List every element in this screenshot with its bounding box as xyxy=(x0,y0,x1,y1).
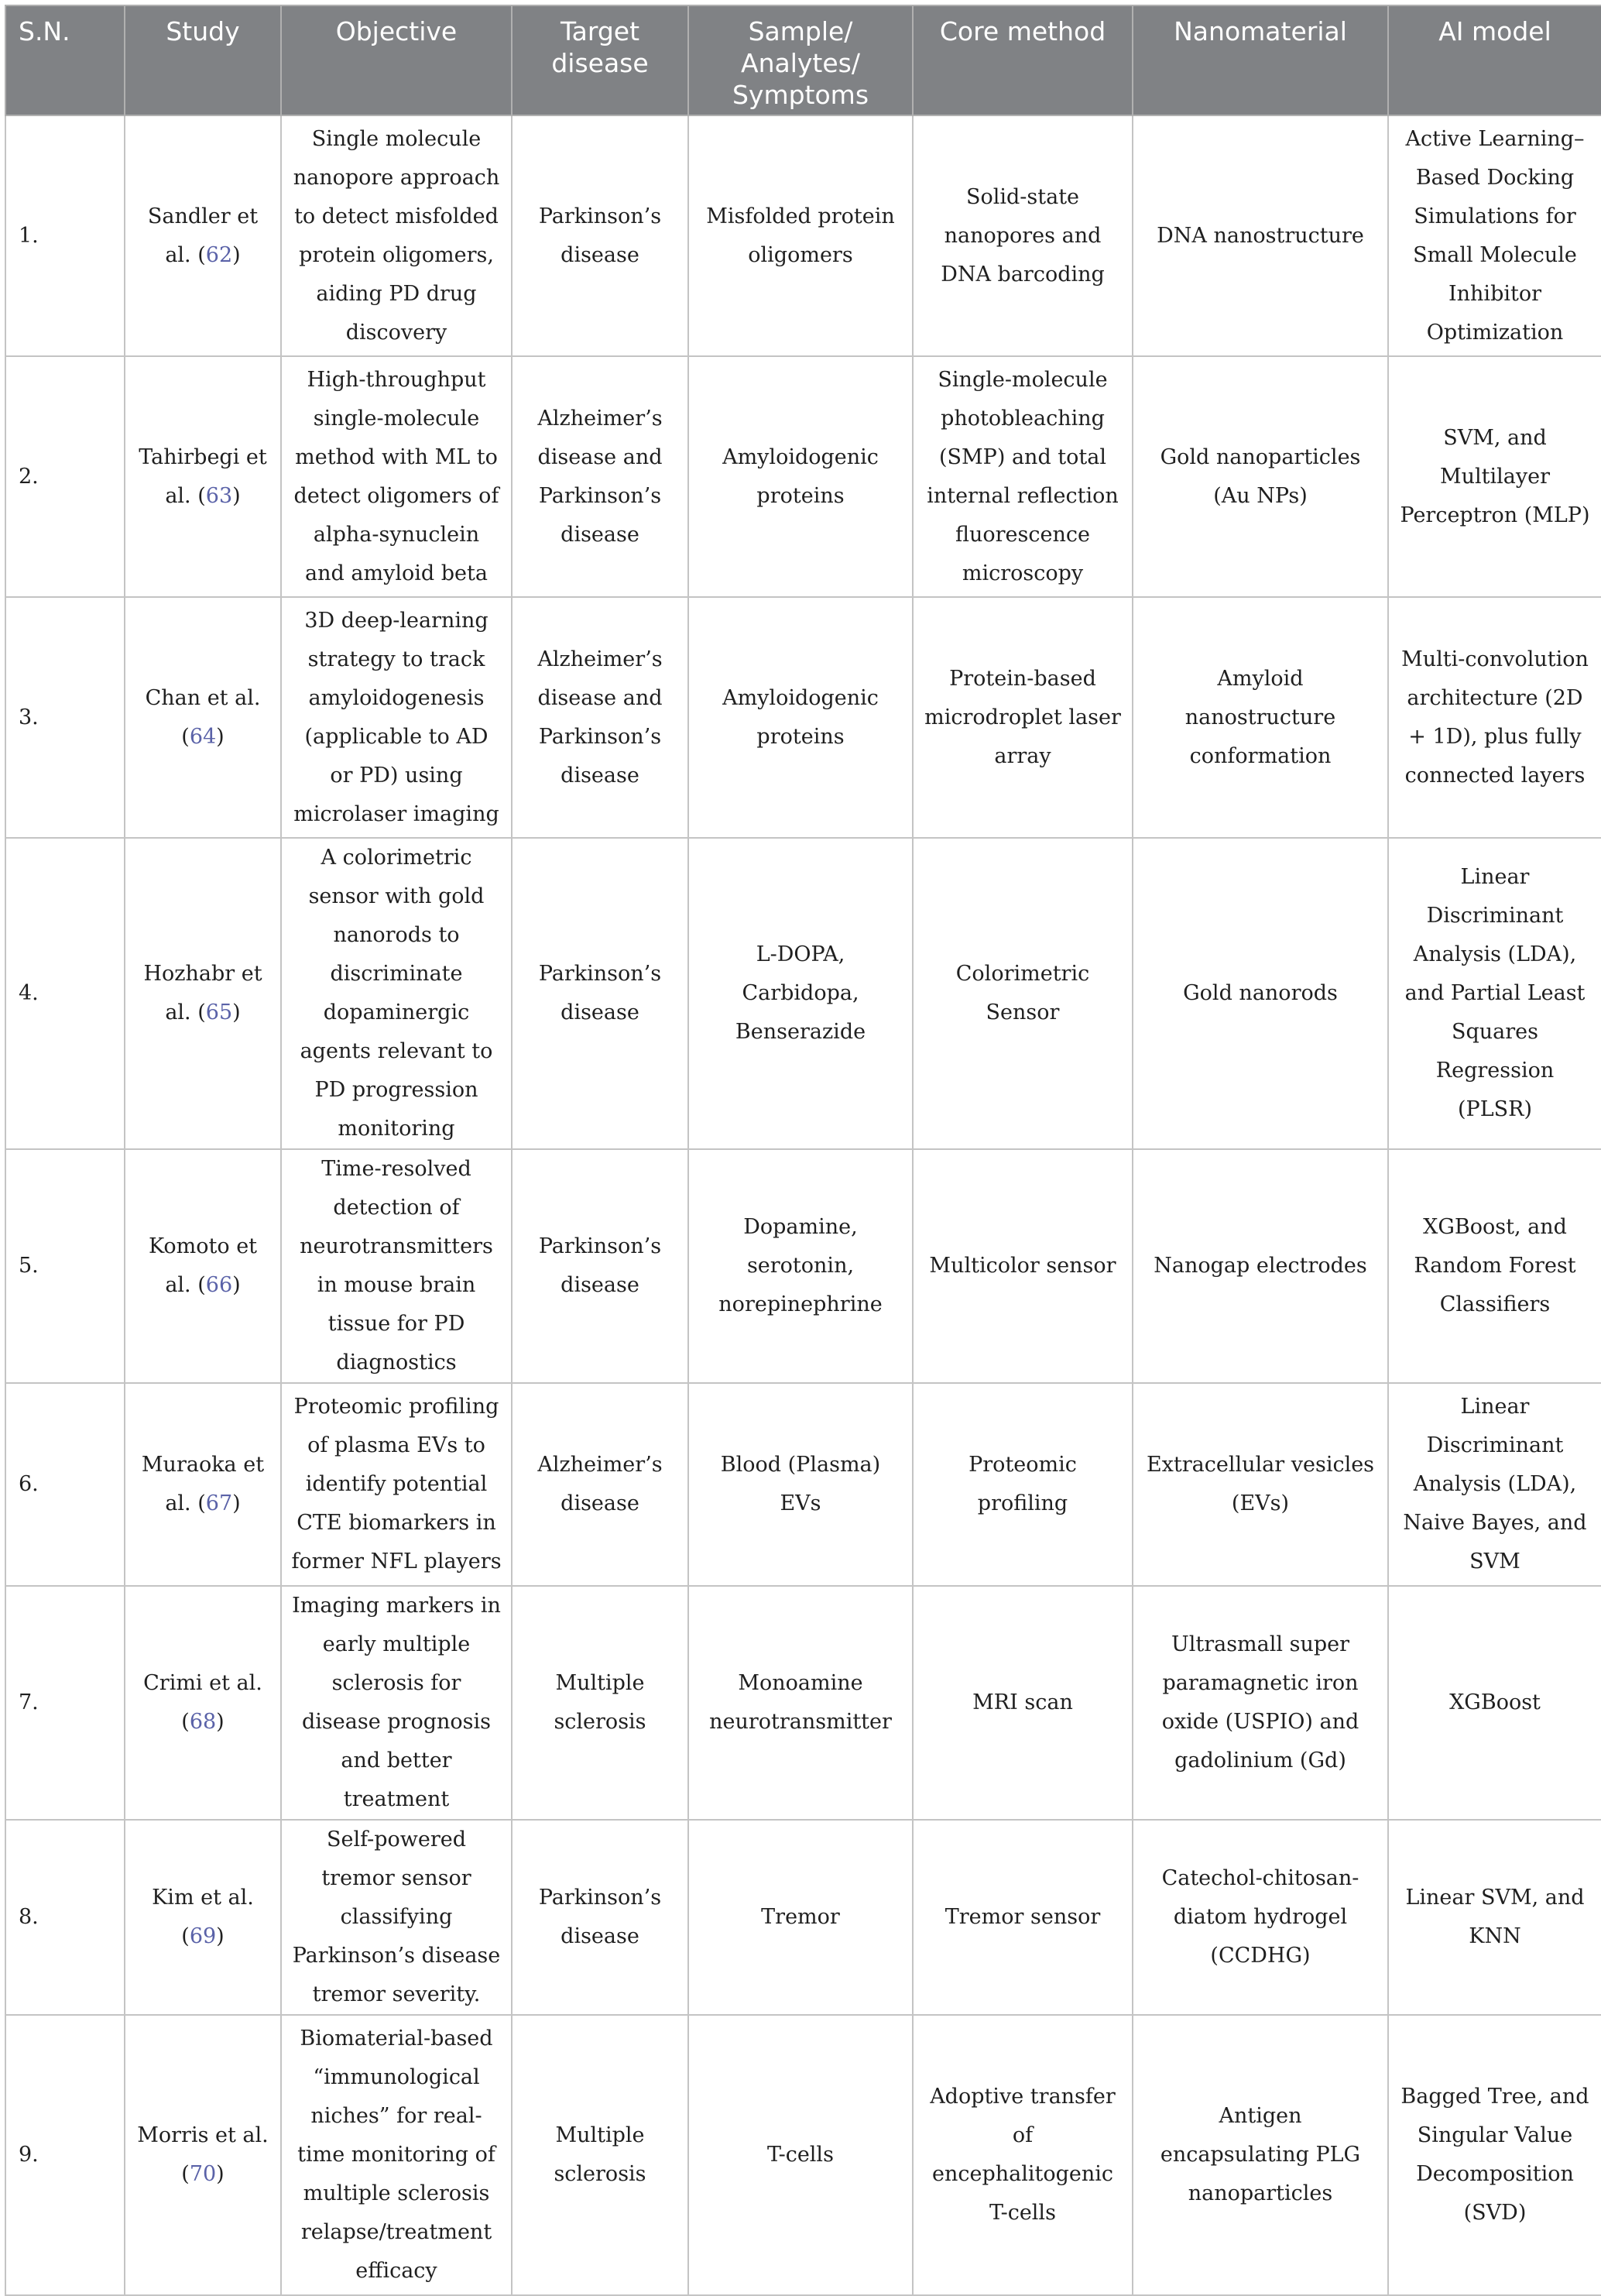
cell-study xyxy=(125,2015,281,2295)
cell-objective: Biomaterial-based “immunological niches” for real-time monitoring of multiple sclerosis relapse/treatment efficacy xyxy=(281,2015,512,2295)
cell-ai-model: XGBoost, and Random Forest Classifiers xyxy=(1388,1149,1601,1383)
study-suffix: ) xyxy=(216,2162,225,2186)
cell-method: Multicolor sensor xyxy=(913,1149,1133,1383)
reference-link[interactable]: 63 xyxy=(205,483,233,508)
cell-ai-model: Active Learning–Based Docking Simulations for Small Molecule Inhibitor Optimization xyxy=(1388,115,1601,356)
cell-sample: Amyloidogenic proteins xyxy=(688,597,913,838)
cell-sn: 2. xyxy=(5,356,125,597)
header-sample: Sample/ Analytes/ Symptoms xyxy=(688,5,913,115)
cell-sn: 5. xyxy=(5,1149,125,1383)
cell-ai-model: Linear Discriminant Analysis (LDA), and Partial Least Squares Regression (PLSR) xyxy=(1388,838,1601,1149)
cell-ai-model: Linear Discriminant Analysis (LDA), Naive Bayes, and SVM xyxy=(1388,1383,1601,1586)
study-name: Sandler et al. ( xyxy=(147,204,259,267)
study-name: Crimi et al. ( xyxy=(143,1671,262,1734)
cell-study xyxy=(125,1820,281,2015)
cell-study xyxy=(125,115,281,356)
cell-study xyxy=(125,1383,281,1586)
cell-objective: Time-resolved detection of neurotransmitters in mouse brain tissue for PD diagnostics xyxy=(281,1149,512,1383)
study-name: Chan et al. ( xyxy=(145,685,261,749)
reference-link[interactable]: 64 xyxy=(189,724,217,749)
reference-link[interactable]: 66 xyxy=(205,1273,233,1297)
cell-nanomaterial: Gold nanorods xyxy=(1133,838,1388,1149)
cell-method: Adoptive transfer of encephalitogenic T-cells xyxy=(913,2015,1133,2295)
study-name: Tahirbegi et al. ( xyxy=(139,444,267,508)
cell-sn: 4. xyxy=(5,838,125,1149)
cell-method: Solid-state nanopores and DNA barcoding xyxy=(913,115,1133,356)
study-suffix: ) xyxy=(232,1491,241,1515)
table-row xyxy=(5,115,1601,356)
cell-method: Proteomic profiling xyxy=(913,1383,1133,1586)
cell-disease: Multiple sclerosis xyxy=(512,2015,688,2295)
cell-ai-model: Multi-convolution architecture (2D + 1D), plus fully connected layers xyxy=(1388,597,1601,838)
reference-link[interactable]: 62 xyxy=(205,242,233,267)
cell-disease: Multiple sclerosis xyxy=(512,1586,688,1820)
cell-sample: L-DOPA, Carbidopa, Benserazide xyxy=(688,838,913,1149)
study-suffix: ) xyxy=(216,1710,225,1734)
header-core-method: Core method xyxy=(913,5,1133,115)
reference-link[interactable]: 67 xyxy=(205,1491,233,1515)
cell-sample: Tremor xyxy=(688,1820,913,2015)
reference-link[interactable]: 70 xyxy=(189,2162,217,2186)
cell-study xyxy=(125,838,281,1149)
table-row xyxy=(5,1383,1601,1586)
study-suffix: ) xyxy=(232,1273,241,1297)
cell-sample: Misfolded protein oligomers xyxy=(688,115,913,356)
cell-disease: Alzheimer’s disease and Parkinson’s disease xyxy=(512,597,688,838)
study-name: Komoto et al. ( xyxy=(148,1234,258,1297)
cell-study xyxy=(125,356,281,597)
cell-nanomaterial: Nanogap electrodes xyxy=(1133,1149,1388,1383)
study-suffix: ) xyxy=(216,1924,225,1948)
cell-nanomaterial: Gold nanoparticles (Au NPs) xyxy=(1133,356,1388,597)
header-target-disease: Target disease xyxy=(512,5,688,115)
header-sn: S.N. xyxy=(5,5,125,115)
cell-study xyxy=(125,597,281,838)
cell-method: Colorimetric Sensor xyxy=(913,838,1133,1149)
cell-ai-model: Linear SVM, and KNN xyxy=(1388,1820,1601,2015)
header-row xyxy=(5,5,1601,115)
cell-objective: Single molecule nanopore approach to detect misfolded protein oligomers, aiding PD drug discovery xyxy=(281,115,512,356)
study-name: Hozhabr et al. ( xyxy=(143,962,262,1024)
cell-sample: Dopamine, serotonin, norepinephrine xyxy=(688,1149,913,1383)
cell-disease: Parkinson’s disease xyxy=(512,1820,688,2015)
cell-sample: Blood (Plasma) EVs xyxy=(688,1383,913,1586)
cell-study xyxy=(125,1586,281,1820)
cell-method: Protein-based microdroplet laser array xyxy=(913,597,1133,838)
cell-method: Tremor sensor xyxy=(913,1820,1133,2015)
cell-ai-model: Bagged Tree, and Singular Value Decomposition (SVD) xyxy=(1388,2015,1601,2295)
table-row xyxy=(5,1149,1601,1383)
study-name: Muraoka et al. ( xyxy=(141,1453,265,1515)
cell-objective: 3D deep-learning strategy to track amyloidogenesis (applicable to AD or PD) using microlaser imaging xyxy=(281,597,512,838)
study-name: Morris et al. ( xyxy=(137,2123,269,2186)
table-row xyxy=(5,597,1601,838)
reference-link[interactable]: 69 xyxy=(189,1924,217,1948)
cell-nanomaterial: Antigen encapsulating PLG nanoparticles xyxy=(1133,2015,1388,2295)
cell-objective: Imaging markers in early multiple sclerosis for disease prognosis and better treatment xyxy=(281,1586,512,1820)
cell-nanomaterial: Catechol-chitosan-diatom hydrogel (CCDHG) xyxy=(1133,1820,1388,2015)
reference-link[interactable]: 65 xyxy=(205,1000,233,1024)
studies-table xyxy=(5,5,1601,2296)
table-row xyxy=(5,356,1601,597)
cell-objective: A colorimetric sensor with gold nanorods to discriminate dopaminergic agents relevant to PD progression monitoring xyxy=(281,838,512,1149)
study-suffix: ) xyxy=(232,1000,241,1024)
cell-ai-model: XGBoost xyxy=(1388,1586,1601,1820)
cell-method: MRI scan xyxy=(913,1586,1133,1820)
cell-objective: Self-powered tremor sensor classifying Parkinson’s disease tremor severity. xyxy=(281,1820,512,2015)
cell-nanomaterial: Amyloid nanostructure conformation xyxy=(1133,597,1388,838)
study-suffix: ) xyxy=(232,242,241,267)
cell-ai-model: SVM, and Multilayer Perceptron (MLP) xyxy=(1388,356,1601,597)
table-row xyxy=(5,838,1601,1149)
cell-objective: Proteomic profiling of plasma EVs to identify potential CTE biomarkers in former NFL players xyxy=(281,1383,512,1586)
cell-disease: Parkinson’s disease xyxy=(512,115,688,356)
cell-disease: Alzheimer’s disease and Parkinson’s disease xyxy=(512,356,688,597)
header-objective: Objective xyxy=(281,5,512,115)
cell-objective: High-throughput single-molecule method with ML to detect oligomers of alpha-synuclein and amyloid beta xyxy=(281,356,512,597)
reference-link[interactable]: 68 xyxy=(189,1710,217,1734)
cell-nanomaterial: Ultrasmall super paramagnetic iron oxide (USPIO) and gadolinium (Gd) xyxy=(1133,1586,1388,1820)
cell-sample: Amyloidogenic proteins xyxy=(688,356,913,597)
table-row xyxy=(5,1586,1601,1820)
cell-disease: Alzheimer’s disease xyxy=(512,1383,688,1586)
cell-sn: 9. xyxy=(5,2015,125,2295)
cell-disease: Parkinson’s disease xyxy=(512,838,688,1149)
cell-nanomaterial: Extracellular vesicles (EVs) xyxy=(1133,1383,1388,1586)
header-study: Study xyxy=(125,5,281,115)
cell-sample: T-cells xyxy=(688,2015,913,2295)
header-ai-model: AI model xyxy=(1388,5,1601,115)
cell-sn: 1. xyxy=(5,115,125,356)
cell-sn: 6. xyxy=(5,1383,125,1586)
cell-sn: 8. xyxy=(5,1820,125,2015)
study-suffix: ) xyxy=(216,724,225,749)
header-nanomaterial: Nanomaterial xyxy=(1133,5,1388,115)
cell-nanomaterial: DNA nanostructure xyxy=(1133,115,1388,356)
cell-study xyxy=(125,1149,281,1383)
cell-disease: Parkinson’s disease xyxy=(512,1149,688,1383)
study-suffix: ) xyxy=(232,483,241,508)
table-row xyxy=(5,1820,1601,2015)
table-row xyxy=(5,2015,1601,2295)
cell-sample: Monoamine neurotransmitter xyxy=(688,1586,913,1820)
cell-sn: 7. xyxy=(5,1586,125,1820)
cell-sn: 3. xyxy=(5,597,125,838)
study-name: Kim et al. ( xyxy=(152,1886,254,1948)
cell-method: Single-molecule photobleaching (SMP) and total internal reflection fluorescence microscopy xyxy=(913,356,1133,597)
